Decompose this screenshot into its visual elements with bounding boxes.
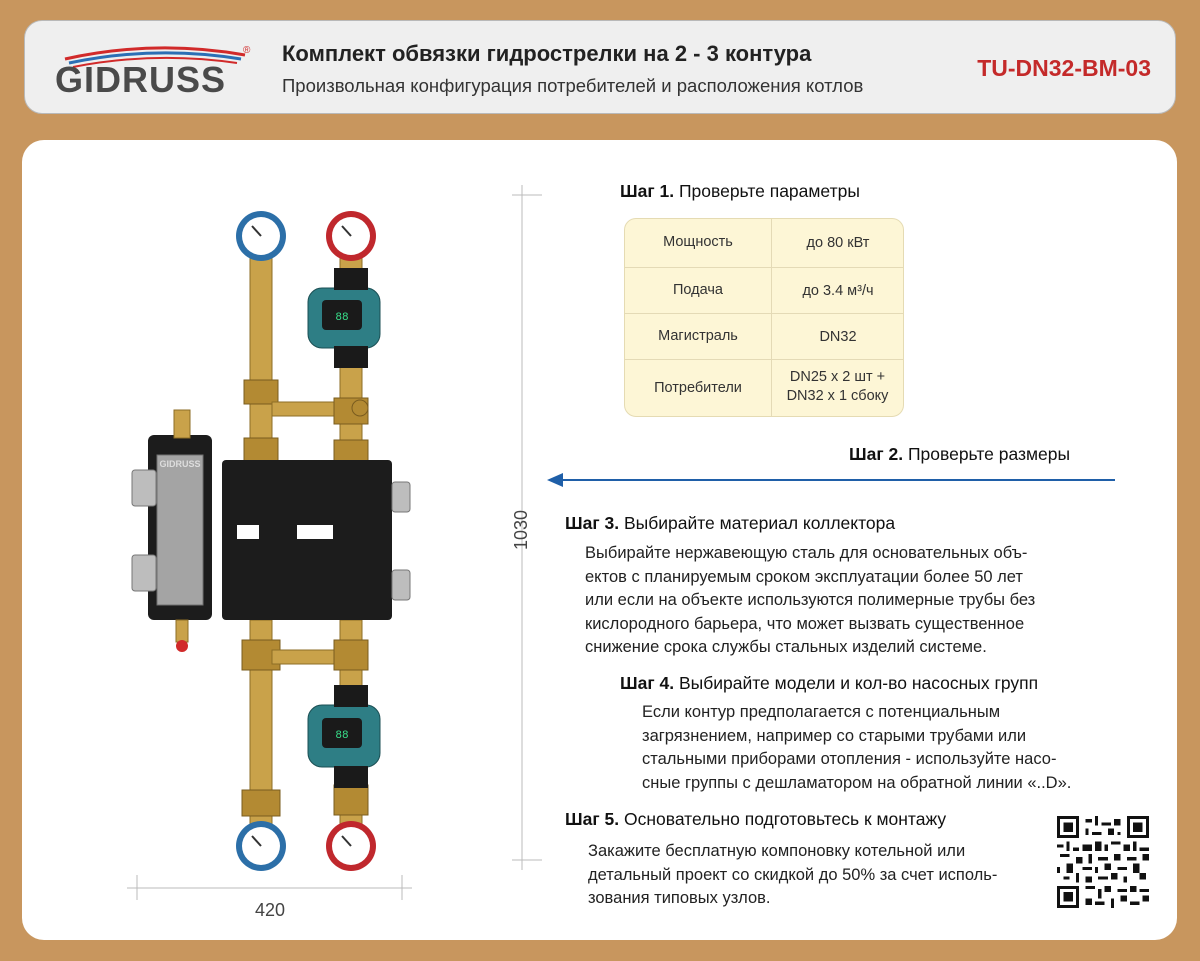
hydraulic-separator xyxy=(132,410,212,652)
page-title: Комплект обвязки гидрострелки на 2 - 3 контура xyxy=(282,41,812,66)
circulation-pump-top-icon xyxy=(308,268,380,368)
param-name: Потребители xyxy=(654,380,742,396)
step1-title xyxy=(620,181,860,202)
paragraph-line: Если контур предполагается с потенциальным xyxy=(642,703,1001,721)
paragraph-line: кислородного барьера, что может вызвать существенное xyxy=(585,614,1025,633)
page-subtitle: Произвольная конфигурация потребителей и расположения котлов xyxy=(282,75,864,96)
product-code: TU-DN32-BM-03 xyxy=(977,55,1151,81)
param-row xyxy=(625,359,903,417)
step3-title xyxy=(565,513,895,534)
param-row xyxy=(625,267,903,314)
header xyxy=(24,20,1176,114)
step4-number: Шаг 4. xyxy=(620,673,675,693)
paragraph-line: ектов с планируемым сроком эксплуатации более 50 лет xyxy=(585,567,1023,586)
paragraph-line: или если на объекте используются полимерные трубы без xyxy=(585,591,1036,609)
paragraph-line: снижение срока службы стальных изделий системе. xyxy=(585,638,987,656)
svg-text:88: 88 xyxy=(335,312,349,324)
insulated-collector xyxy=(222,460,410,620)
step5-number: Шаг 5. xyxy=(565,809,620,829)
paragraph-line: Выбирайте нержавеющую сталь для основательных объ- xyxy=(585,544,1028,562)
step5-paragraph xyxy=(588,840,1042,911)
paragraph-line: загрязнением, например со старыми трубами или xyxy=(642,726,1027,745)
content-panel xyxy=(22,140,1177,940)
separator-brand-label: GIDRUSS xyxy=(159,459,201,469)
step2-title xyxy=(849,444,1070,465)
step3-number: Шаг 3. xyxy=(565,513,620,533)
param-value-line: DN32 x 1 сбоку xyxy=(786,388,889,404)
step2-text: Проверьте размеры xyxy=(907,444,1071,464)
step4-title xyxy=(620,673,1038,694)
step3-text: Выбирайте материал коллектора xyxy=(623,513,896,533)
param-value: DN32 xyxy=(771,314,904,360)
param-value-line: DN25 x 2 шт + xyxy=(789,369,886,385)
dimension-width-label: 420 xyxy=(254,900,286,920)
param-name: Мощность xyxy=(663,234,733,250)
param-value xyxy=(771,360,903,417)
step4-text: Выбирайте модели и кол-во насосных групп xyxy=(678,673,1039,693)
step1-number: Шаг 1. xyxy=(620,181,675,201)
paragraph-line: Закажите бесплатную компоновку котельной или xyxy=(588,842,966,860)
thermometer-top-right-icon xyxy=(326,211,376,261)
thermometer-bottom-right-icon xyxy=(326,821,376,871)
registered-mark: ® xyxy=(243,45,251,56)
param-name: Магистраль xyxy=(658,328,738,344)
step4-paragraph xyxy=(642,701,1120,795)
step1-text: Проверьте параметры xyxy=(678,181,860,201)
paragraph-line: сные группы с дешламатором на обратной линии «..D». xyxy=(642,773,1072,792)
arrow-left-icon xyxy=(547,472,1117,492)
param-row xyxy=(625,313,903,360)
circulation-pump-bottom-icon xyxy=(308,685,380,788)
thermometer-bottom-left-icon xyxy=(236,821,286,871)
dimension-height-label: 1030 xyxy=(511,509,531,551)
step5-title xyxy=(565,809,946,830)
paragraph-line: зования типовых узлов. xyxy=(588,889,771,907)
svg-text:88: 88 xyxy=(335,730,349,742)
param-name: Подача xyxy=(673,282,723,298)
step5-text: Основательно подготовьтесь к монтажу xyxy=(623,809,947,829)
parameters-table xyxy=(624,218,904,417)
step3-paragraph xyxy=(585,542,1095,660)
product-illustration xyxy=(112,170,582,940)
qr-code-icon[interactable] xyxy=(1057,816,1149,908)
paragraph-line: стальными приборами отопления - используйте насо- xyxy=(642,750,1057,768)
brand-logo xyxy=(55,41,255,101)
param-value: до 80 кВт xyxy=(771,219,904,267)
param-value: до 3.4 м³/ч xyxy=(771,268,904,314)
brand-name: GIDRUSS xyxy=(55,59,227,100)
step2-number: Шаг 2. xyxy=(849,444,904,464)
thermometer-top-left-icon xyxy=(236,211,286,261)
paragraph-line: детальный проект со скидкой до 50% за счет исполь- xyxy=(588,865,998,884)
param-row xyxy=(625,219,903,267)
